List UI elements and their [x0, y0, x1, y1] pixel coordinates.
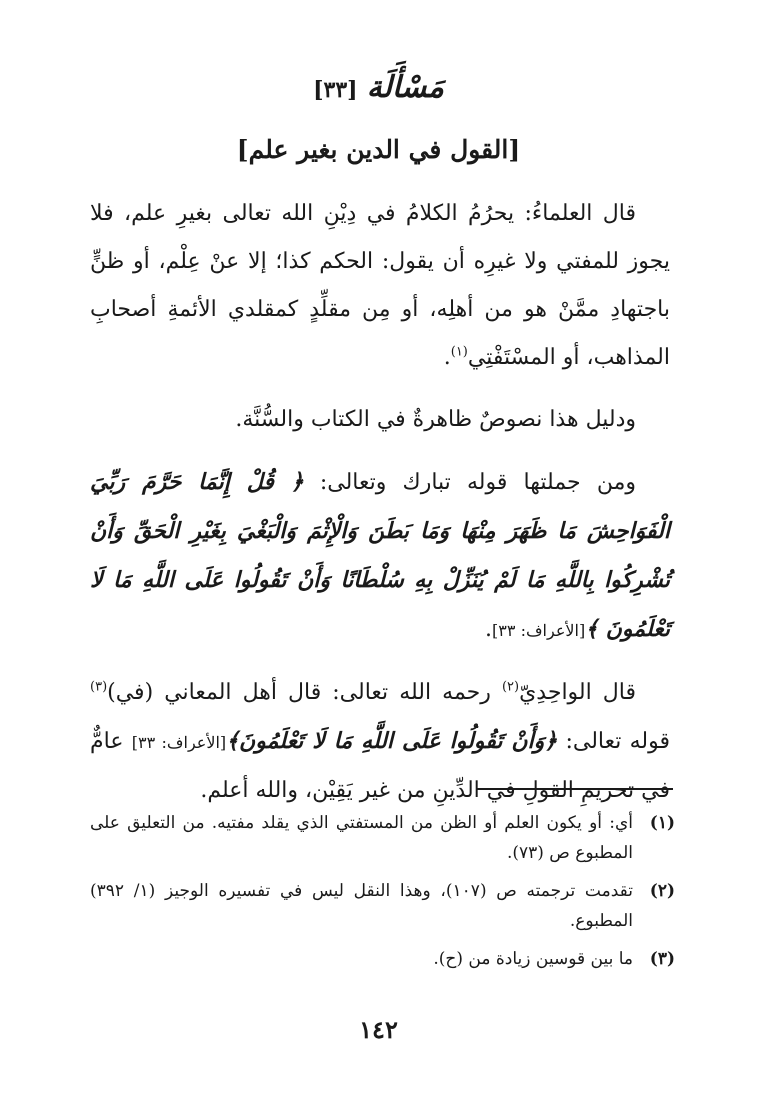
paragraph-4 — [90, 669, 670, 815]
footnote-ref-3: (٣) — [90, 679, 108, 695]
footnote-1 — [90, 808, 675, 868]
issue-header — [0, 70, 757, 105]
added-word: (في) — [107, 680, 154, 705]
section-title: [القول في الدين بغير علم] — [236, 135, 521, 164]
footnote-text: ما بين قوسين زيادة من (ح). — [433, 949, 633, 969]
footnote-ref-1: (١) — [450, 344, 468, 360]
issue-number: [٣٣] — [313, 77, 358, 103]
footnotes — [90, 808, 675, 982]
quran-verse-2: ﴿وَأَنْ تَقُولُوا عَلَى اللَّهِ مَا لَا تَعْلَمُونَ﴾ — [226, 728, 558, 754]
paragraph-4-a: قال الواحِدِيّ — [519, 680, 636, 705]
paragraph-1 — [90, 190, 670, 382]
issue-calligraphy: مَسْأَلَة — [366, 70, 444, 105]
verse-reference-1: [الأعراف: ٣٣] — [492, 621, 586, 640]
footnote-divider — [477, 788, 673, 790]
footnote-ref-2: (٢) — [501, 679, 520, 695]
footnote-text: أي: أو يكون العلم أو الظن من المستفتي الذي يقلد مفتيه. من التعليق على المطبوع ص (٧٣). — [90, 813, 633, 863]
paragraph-4-c: قوله تعالى: — [557, 729, 670, 754]
footnote-number: (٣) — [649, 949, 675, 969]
paragraph-3 — [90, 458, 670, 655]
paragraph-3-end: . — [485, 617, 493, 642]
footnote-3 — [90, 944, 675, 974]
paragraph-1-text: قال العلماءُ: يحرُمُ الكلامُ في دِيْنِ الله تعالى بغيرِ علم، فلا يجوز للمفتي ولا غيرِه أن يقول: الحكم كذا؛ إلا عنْ عِلْم، أو ظنٍّ باجتهادِ ممَّنْ هو من أهلِه، أو مِن مقلِّدٍ كمقلدي الأئمةِ أصحابِ المذاهب، أو المسْتَفْتِي — [90, 201, 670, 370]
footnote-number: (١) — [649, 813, 675, 833]
paragraph-4-d: عامٌّ في تحريمِ القولِ في الدِّينِ من غير يَقِيْن، والله أعلم. — [90, 729, 670, 803]
main-text — [90, 190, 670, 829]
paragraph-1-end: . — [443, 345, 451, 370]
page-number: ١٤٢ — [359, 1015, 398, 1044]
paragraph-4-b: رحمه الله تعالى: قال أهل المعاني — [153, 680, 502, 705]
paragraph-3-intro: ومن جملتها قوله تبارك وتعالى: — [303, 470, 636, 495]
footnote-number: (٢) — [649, 881, 675, 901]
footnote-2 — [90, 876, 675, 936]
quran-verse-1: ﴿ قُلْ إِنَّمَا حَرَّمَ رَبِّيَ الْفَوَاحِشَ مَا ظَهَرَ مِنْهَا وَمَا بَطَنَ وَالْإِثْمَ وَالْبَغْيَ بِغَيْرِ الْحَقِّ وَأَنْ تُشْرِكُوا بِاللَّهِ مَا لَمْ يُنَزِّلْ بِهِ سُلْطَانًا وَأَنْ تَقُولُوا عَلَى اللَّهِ مَا لَا تَعْلَمُونَ ﴾ — [90, 469, 670, 642]
paragraph-2: ودليل هذا نصوصٌ ظاهرةٌ في الكتاب والسُّنَّة. — [235, 407, 636, 432]
verse-reference-2: [الأعراف: ٣٣] — [131, 733, 227, 752]
footnote-text: تقدمت ترجمته ص (١٠٧)، وهذا النقل ليس في تفسيره الوجيز (١/ ٣٩٢) المطبوع. — [90, 881, 633, 931]
